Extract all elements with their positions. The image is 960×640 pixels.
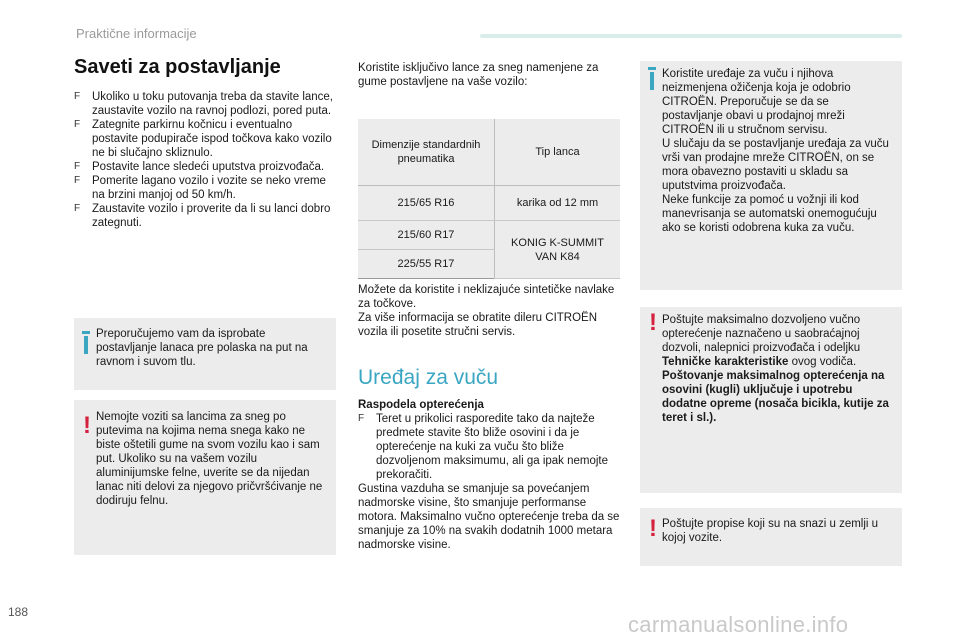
paragraph: Neke funkcije za pomoć u vožnji ili kod manevrisanja se automatski onemogućuju ako se koristi odobrena kuka za vuču.: [662, 194, 877, 234]
table-cell-size: 225/55 R17: [358, 250, 495, 279]
info-box-towing: [640, 61, 902, 290]
table-header-chain: Tip lanca: [495, 119, 621, 186]
paragraph: Možete da koristite i neklizajuće sintetičke navlake za točkove.: [358, 284, 615, 310]
section-title-towing: Uređaj za vuču: [358, 366, 499, 389]
bullet-icon: F: [358, 413, 365, 424]
list-item: [74, 90, 336, 118]
warning-icon: !: [83, 412, 91, 439]
page-title: Saveti za postavljanje: [74, 56, 281, 78]
table-row: [358, 186, 620, 221]
paragraph: Gustina vazduha se smanjuje sa povećanjem nadmorske visine, što smanjuje performanse motora. Maksimalno vučno opterećenje treba da se smanjuje za 10% na svakih dodatnih 1000 metara nadmorske visine.: [358, 483, 620, 551]
list-item-text: Teret u prikolici rasporedite tako da najteže predmete stavite što bliže osovini i da je opterećenje na kuki za vuču što bliže dozvoljenom maksimumu, ali ga ipak nemojte prekoračiti.: [376, 413, 609, 481]
info-icon: [650, 72, 654, 90]
list-item-text: Zaustavite vozilo i proverite da li su lanci dobro zategnuti.: [92, 203, 331, 229]
warning-box-text: Poštujte propise koji su na snazi u zemlji u kojoj vozite.: [662, 518, 879, 544]
header-section-title: Praktične informacije: [76, 26, 197, 41]
list-item-text: Pomerite lagano vozilo i vozite se neko vreme na brzini manjoj od 50 km/h.: [92, 175, 326, 201]
info-box-text: Preporučujemo vam da isprobate postavljanje lanaca pre polaska na put na ravnom i suvom tlu.: [96, 328, 308, 368]
paragraph: U slučaju da se postavljanje uređaja za vuču vrši van prodajne mreže CITROËN, on se mora obavezno postaviti u skladu sa uputstvima proizvođača.: [662, 138, 889, 192]
list-item-text: Zategnite parkirnu kočnicu i eventualno postavite podupirače ispod točkova kako vozilo ne bi slučajno skliznulo.: [92, 119, 332, 159]
header-divider: [480, 34, 902, 38]
paragraph: Za više informacija se obratite dileru CITROËN vozila ili posetite stručni servis.: [358, 312, 598, 338]
warning-box-load: [640, 307, 902, 493]
bullet-icon: F: [74, 91, 81, 102]
list-item: [358, 412, 620, 482]
table-cell-size: 215/60 R17: [358, 221, 495, 250]
info-box-text: [662, 67, 892, 235]
page-number: 188: [8, 605, 29, 619]
load-distribution: [358, 398, 620, 552]
chains-after-text: [358, 283, 620, 339]
table-cell-chain: KONIG K-SUMMIT VAN K84: [495, 221, 621, 279]
paragraph: Koristite uređaje za vuču i njihova neizmenjena ožičenja koja je odobrio CITROËN. Preporučuje se da se postavljanje obavi u prodajnoj mreži CITROËN ili u stručnom servisu.: [662, 68, 851, 136]
list-item-text: Ukoliko u toku putovanja treba da stavite lance, zaustavite vozilo na ravnoj podlozi, pored puta.: [92, 91, 334, 117]
list-item-text: Postavite lance sledeći uputstva proizvođača.: [92, 161, 325, 173]
warning-box-chains: [74, 400, 336, 555]
bullet-icon: F: [74, 203, 81, 214]
chains-table: [358, 119, 620, 279]
list-item: [74, 174, 336, 202]
text-run: ovog vodiča.: [788, 356, 857, 368]
table-cell-chain: karika od 12 mm: [495, 186, 621, 221]
list-item: [74, 118, 336, 160]
warning-icon: !: [649, 309, 657, 336]
bullet-icon: F: [74, 161, 81, 172]
info-icon: [84, 336, 88, 354]
table-header-size: Dimenzije standardnih pneumatika: [358, 119, 495, 186]
bold-paragraph: Poštovanje maksimalnog opterećenja na osovini (kugli) uključuje i upotrebu dodatne opreme (nosača bicikla, kutije za teret i sl.).: [662, 370, 889, 424]
warning-box-text: [662, 313, 892, 425]
info-box-practice: [74, 318, 336, 390]
warning-box-text: Nemojte voziti sa lancima za sneg po putevima na kojima nema snega kako ne biste oštetili gume na svom vozilu kao i sam put. Ukoliko su na vašem vozilu aluminijumske felne, uverite se da nijedan lanac niti delovi za njegovo pričvršćivanje ne dodiruju felnu.: [96, 411, 323, 507]
chains-intro-text: Koristite isključivo lance za sneg namenjene za gume postavljene na vaše vozilo:: [358, 62, 599, 88]
watermark: carmanualsonline.info: [628, 612, 849, 637]
bullet-icon: F: [74, 119, 81, 130]
list-item: [74, 160, 336, 174]
subheading: Raspodela opterećenja: [358, 399, 484, 411]
table-cell-size: 215/65 R16: [358, 186, 495, 221]
list-item: [74, 202, 336, 230]
setup-tips-list: [74, 90, 336, 230]
table-row: [358, 221, 620, 250]
bullet-icon: F: [74, 175, 81, 186]
warning-icon: !: [649, 515, 657, 542]
text-run: Poštujte maksimalno dozvoljeno vučno opterećenje naznačeno u saobraćajnoj dozvoli, nalepnici proizvođača i odeljku: [662, 314, 861, 354]
warning-box-regulations: [640, 508, 902, 566]
text-run-bold: Tehničke karakteristike: [662, 356, 789, 368]
